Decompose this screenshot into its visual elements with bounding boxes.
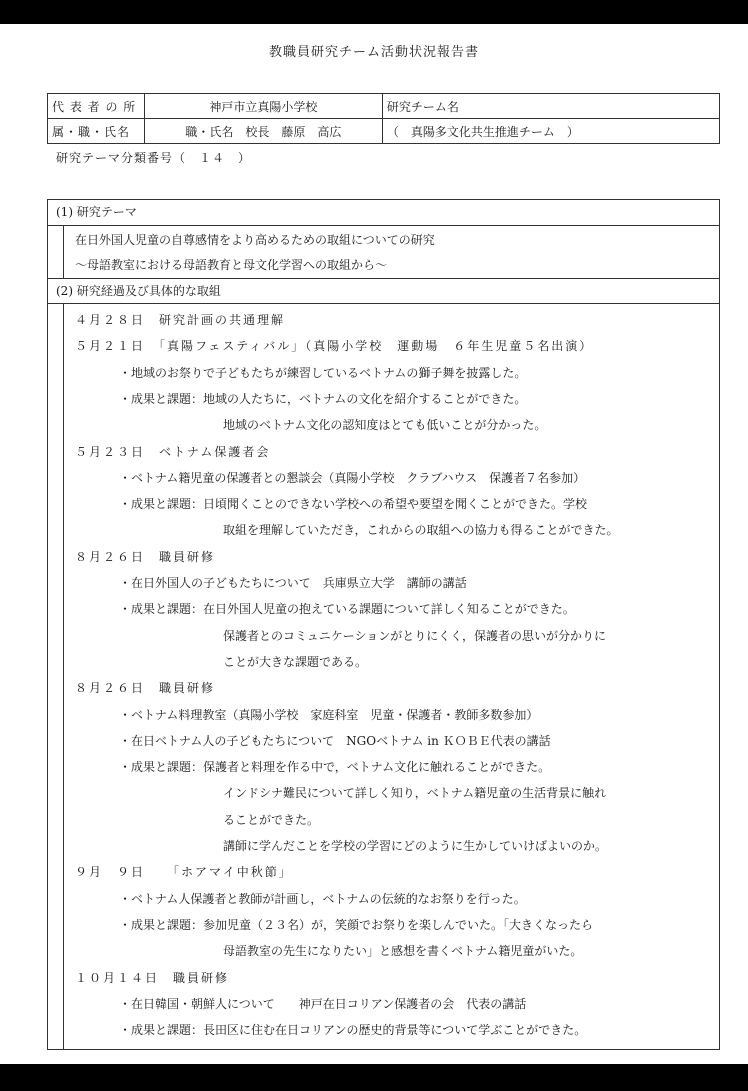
team-name: （ 真陽多文化共生推進チーム ） xyxy=(382,119,719,144)
activity-continuation-line: ることができた。 xyxy=(223,812,320,827)
activity-bullet-line: ・成果と課題：参加児童（２３名）が，笑顔でお祭りを楽しんでいた。「大きくなったら xyxy=(119,917,594,932)
rep-position-name: 職・氏名 校長 藤原 高広 xyxy=(144,119,382,144)
rep-label-line1: 代 表 者 の 所 xyxy=(48,94,145,119)
section2-divider xyxy=(63,304,64,1049)
activity-date-line: ９月 ９日 「ホアマイ中秋節」 xyxy=(75,865,293,880)
activity-date-line: ８月２６日 職員研修 xyxy=(75,681,216,696)
document-page xyxy=(0,24,748,1064)
activity-continuation-line: ことが大きな課題である。 xyxy=(223,654,368,669)
header-table xyxy=(47,93,720,144)
activity-continuation-line: 地域のベトナム文化の認知度はとても低いことが分かった。 xyxy=(223,418,547,433)
section1-divider xyxy=(63,226,64,278)
activity-date-line: ８月２６日 職員研修 xyxy=(75,549,216,564)
activity-bullet-line: ・成果と課題：保護者と料理を作る中で，ベトナム文化に触れることができた。 xyxy=(119,760,551,775)
research-theme-sub: ～母語教室における母語教育と母文化学習への取組から～ xyxy=(75,258,388,272)
activity-date-line: ５月２１日 「真陽フェスティバル」（真陽小学校 運動場 ６年生児童５名出演） xyxy=(75,339,594,354)
activity-continuation-line: インドシナ難民について詳しく知り，ベトナム籍児童の生活背景に触れ xyxy=(223,786,607,801)
section1-heading: (1) 研究テーマ xyxy=(48,200,719,226)
activity-continuation-line: 講師に学んだことを学校の学習にどのように生かしていけばよいのか。 xyxy=(223,839,608,853)
rep-label-line2: 属・職・氏名 xyxy=(48,119,145,144)
report-body-box xyxy=(47,199,720,1050)
activity-bullet-line: ・在日外国人の子どもたちについて 兵庫県立大学 講師の講話 xyxy=(119,576,467,590)
activity-continuation-line: 母語教室の先生になりたい」と感想を書くベトナム籍児童がいた。 xyxy=(223,944,583,959)
activity-bullet-line: ・ベトナム籍児童の保護者との懇談会（真陽小学校 クラブハウス 保護者７名参加） xyxy=(119,470,586,485)
activity-bullet-line: ・成果と課題：地域の人たちに，ベトナムの文化を紹介することができた。 xyxy=(119,391,527,406)
activity-continuation-line: 取組を理解していただき，これからの取組への協力も得ることができた。 xyxy=(223,523,619,538)
activity-bullet-line: ・ベトナム料理教室（真陽小学校 家庭科室 児童・保護者・教師多数参加） xyxy=(119,707,539,722)
activity-bullet-line: ・成果と課題：在日外国人児童の抱えている課題について詳しく知ることができた。 xyxy=(119,602,575,617)
team-label: 研究チーム名 xyxy=(382,94,719,119)
activity-continuation-line: 保護者とのコミュニケーションがとりにくく，保護者の思いが分かりに xyxy=(223,628,607,643)
activity-bullet-line: ・成果と課題：日頃聞くことのできない学校への希望や要望を聞くことができた。学校 xyxy=(119,497,588,512)
activity-bullet-line: ・在日韓国・朝鮮人について 神戸在日コリアン保護者の会 代表の講話 xyxy=(119,996,527,1011)
research-theme-main: 在日外国人児童の自尊感情をより高めるための取組についての研究 xyxy=(75,233,435,247)
activity-bullet-line: ・成果と課題：長田区に住む在日コリアンの歴史的背景等について学ぶことができた。 xyxy=(119,1023,587,1038)
activity-bullet-line: ・ベトナム人保護者と教師が計画し，ベトナムの伝統的なお祭りを行った。 xyxy=(119,891,526,906)
activity-bullet-line: ・在日ベトナム人の子どもたちについて NGOベトナム in ＫＯＢＥ代表の講話 xyxy=(119,733,551,748)
activity-date-line: ５月２３日 ベトナム保護者会 xyxy=(75,444,271,459)
activity-bullet-line: ・地域のお祭りで子どもたちが練習しているベトナムの獅子舞を披露した。 xyxy=(119,365,527,380)
document-title: 教職員研究チーム活動状況報告書 xyxy=(268,45,479,60)
activity-date-line: ４月２８日 研究計画の共通理解 xyxy=(75,313,286,327)
theme-category-number: 研究テーマ分類番号（ １４ ） xyxy=(56,151,252,165)
section2-heading: (2) 研究経過及び具体的な取組 xyxy=(48,278,719,304)
activity-date-line: １０月１４日 職員研修 xyxy=(75,970,230,985)
school-name: 神戸市立真陽小学校 xyxy=(144,94,382,119)
